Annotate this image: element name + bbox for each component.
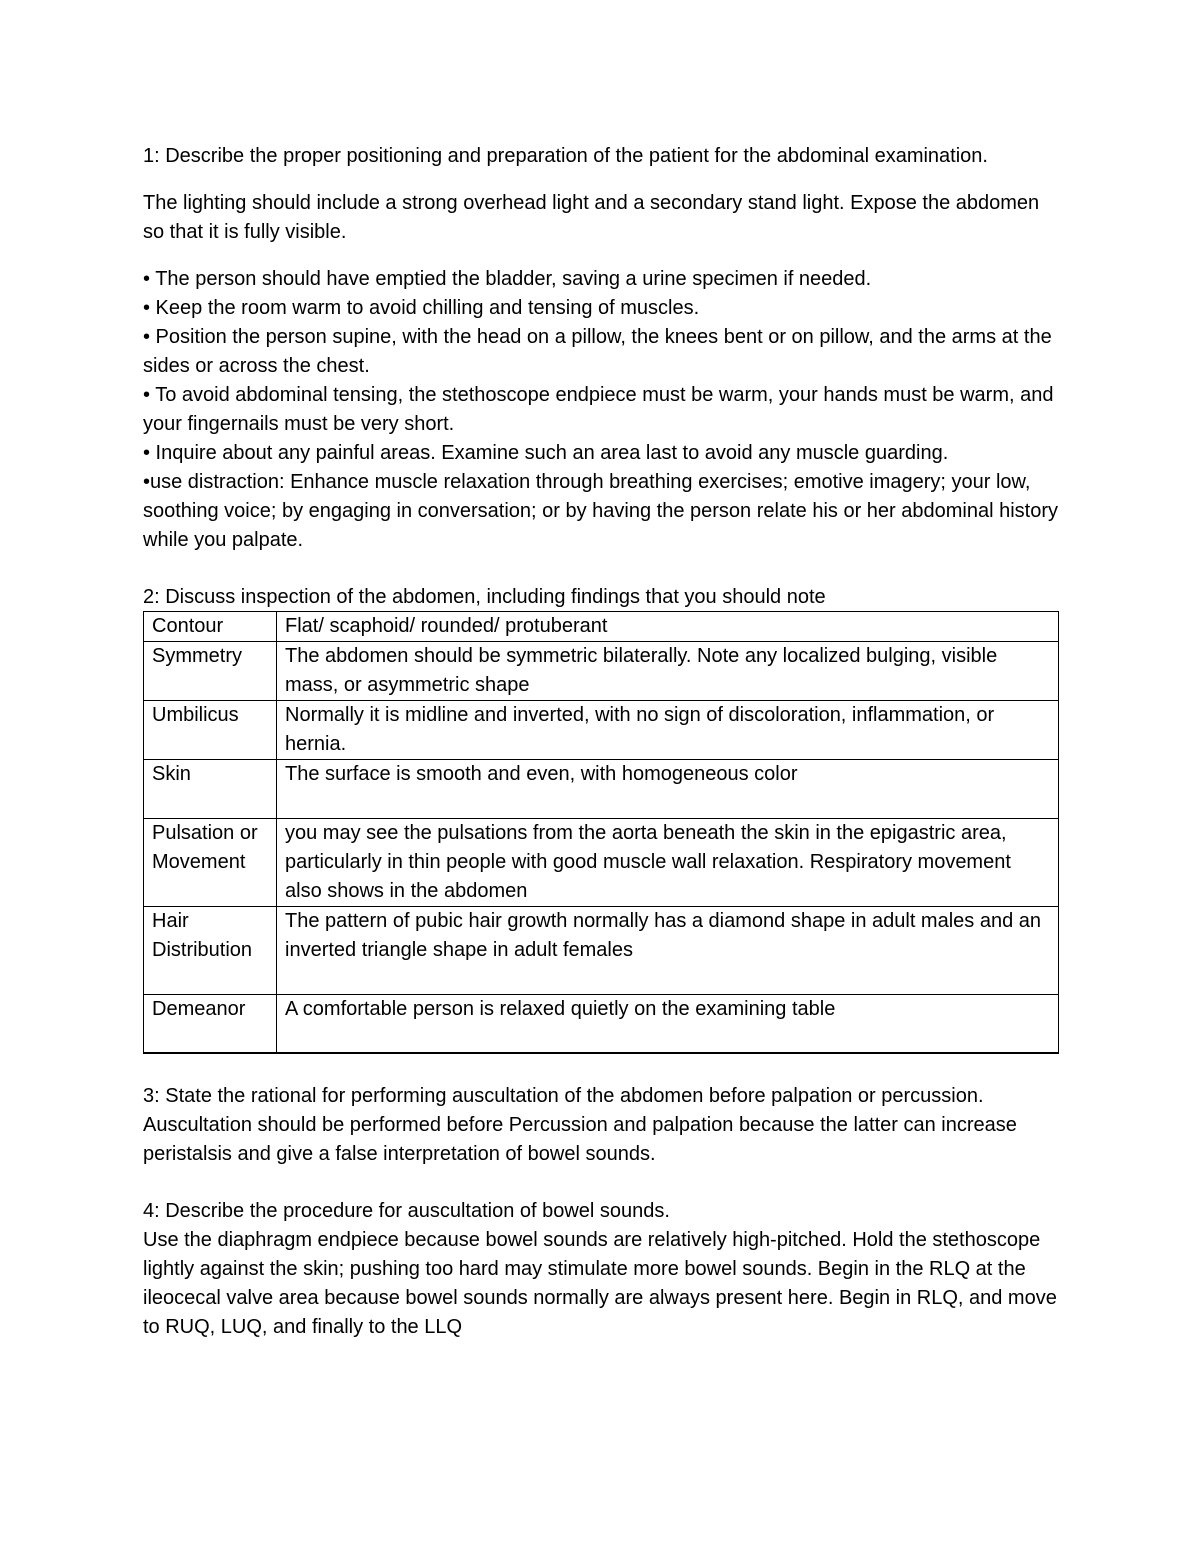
table-cell-description: The surface is smooth and even, with homogeneous color [277, 760, 1059, 819]
bullet-item: • The person should have emptied the bladder, saving a urine specimen if needed. [143, 268, 872, 290]
table-cell-label: Umbilicus [144, 701, 277, 760]
table-cell-label: Hair Distribution [144, 907, 277, 995]
bullet-item: • To avoid abdominal tensing, the stethoscope endpiece must be warm, your hands must be warm, and your fingernails must be very short. [143, 384, 1054, 435]
bullet-item: •use distraction: Enhance muscle relaxation through breathing exercises; emotive imagery; your low, soothing voice; by engaging in conversation; or by having the person relate his or her abdominal history while you palpate. [143, 471, 1058, 551]
table-cell-description: The pattern of pubic hair growth normally has a diamond shape in adult males and an inverted triangle shape in adult females [277, 907, 1059, 995]
question-3-answer: Auscultation should be performed before Percussion and palpation because the latter can increase peristalsis and give a false interpretation of bowel sounds. [143, 1114, 1017, 1165]
table-row [144, 701, 1059, 760]
table-cell-label: Skin [144, 760, 277, 819]
table-cell-label: Symmetry [144, 642, 277, 701]
question-4-answer: Use the diaphragm endpiece because bowel sounds are relatively high-pitched. Hold the stethoscope lightly against the skin; pushing too hard may stimulate more bowel sounds. Begin in the RLQ at the ileocecal valve area because bowel sounds normally are always present here. Begin in RLQ, and move to RUQ, LUQ, and finally to the LLQ [143, 1229, 1057, 1338]
question-1-bullet-list [143, 265, 1059, 555]
table-row [144, 642, 1059, 701]
table-row [144, 760, 1059, 819]
bullet-item: • Keep the room warm to avoid chilling and tensing of muscles. [143, 297, 700, 319]
table-row [144, 612, 1059, 642]
bullet-item: • Inquire about any painful areas. Examine such an area last to avoid any muscle guarding. [143, 442, 949, 464]
question-4-title: 4: Describe the procedure for auscultation of bowel sounds. [143, 1200, 670, 1222]
table-row [144, 995, 1059, 1054]
document-page [143, 142, 1059, 1342]
question-1-title: 1: Describe the proper positioning and preparation of the patient for the abdominal examination. [143, 145, 988, 167]
table-cell-description: A comfortable person is relaxed quietly on the examining table [277, 995, 1059, 1054]
table-cell-label: Contour [144, 612, 277, 642]
question-1-intro: The lighting should include a strong overhead light and a secondary stand light. Expose the abdomen so that it is fully visible. [143, 192, 1040, 243]
table-cell-label: Demeanor [144, 995, 277, 1054]
table-cell-description: Flat/ scaphoid/ rounded/ protuberant [277, 612, 1059, 642]
table-cell-description: The abdomen should be symmetric bilaterally. Note any localized bulging, visible mass, or asymmetric shape [277, 642, 1059, 701]
bullet-item: • Position the person supine, with the head on a pillow, the knees bent or on pillow, and the arms at the sides or across the chest. [143, 326, 1052, 377]
question-3-title: 3: State the rational for performing auscultation of the abdomen before palpation or percussion. [143, 1085, 984, 1107]
question-2-title: 2: Discuss inspection of the abdomen, including findings that you should note [143, 586, 826, 608]
table-cell-label: Pulsation or Movement [144, 819, 277, 907]
table-cell-description: Normally it is midline and inverted, with no sign of discoloration, inflammation, or hernia. [277, 701, 1059, 760]
table-row [144, 907, 1059, 995]
table-row [144, 819, 1059, 907]
inspection-table [143, 611, 1059, 1054]
table-cell-description: you may see the pulsations from the aorta beneath the skin in the epigastric area, particularly in thin people with good muscle wall relaxation. Respiratory movement also shows in the abdomen [277, 819, 1059, 907]
